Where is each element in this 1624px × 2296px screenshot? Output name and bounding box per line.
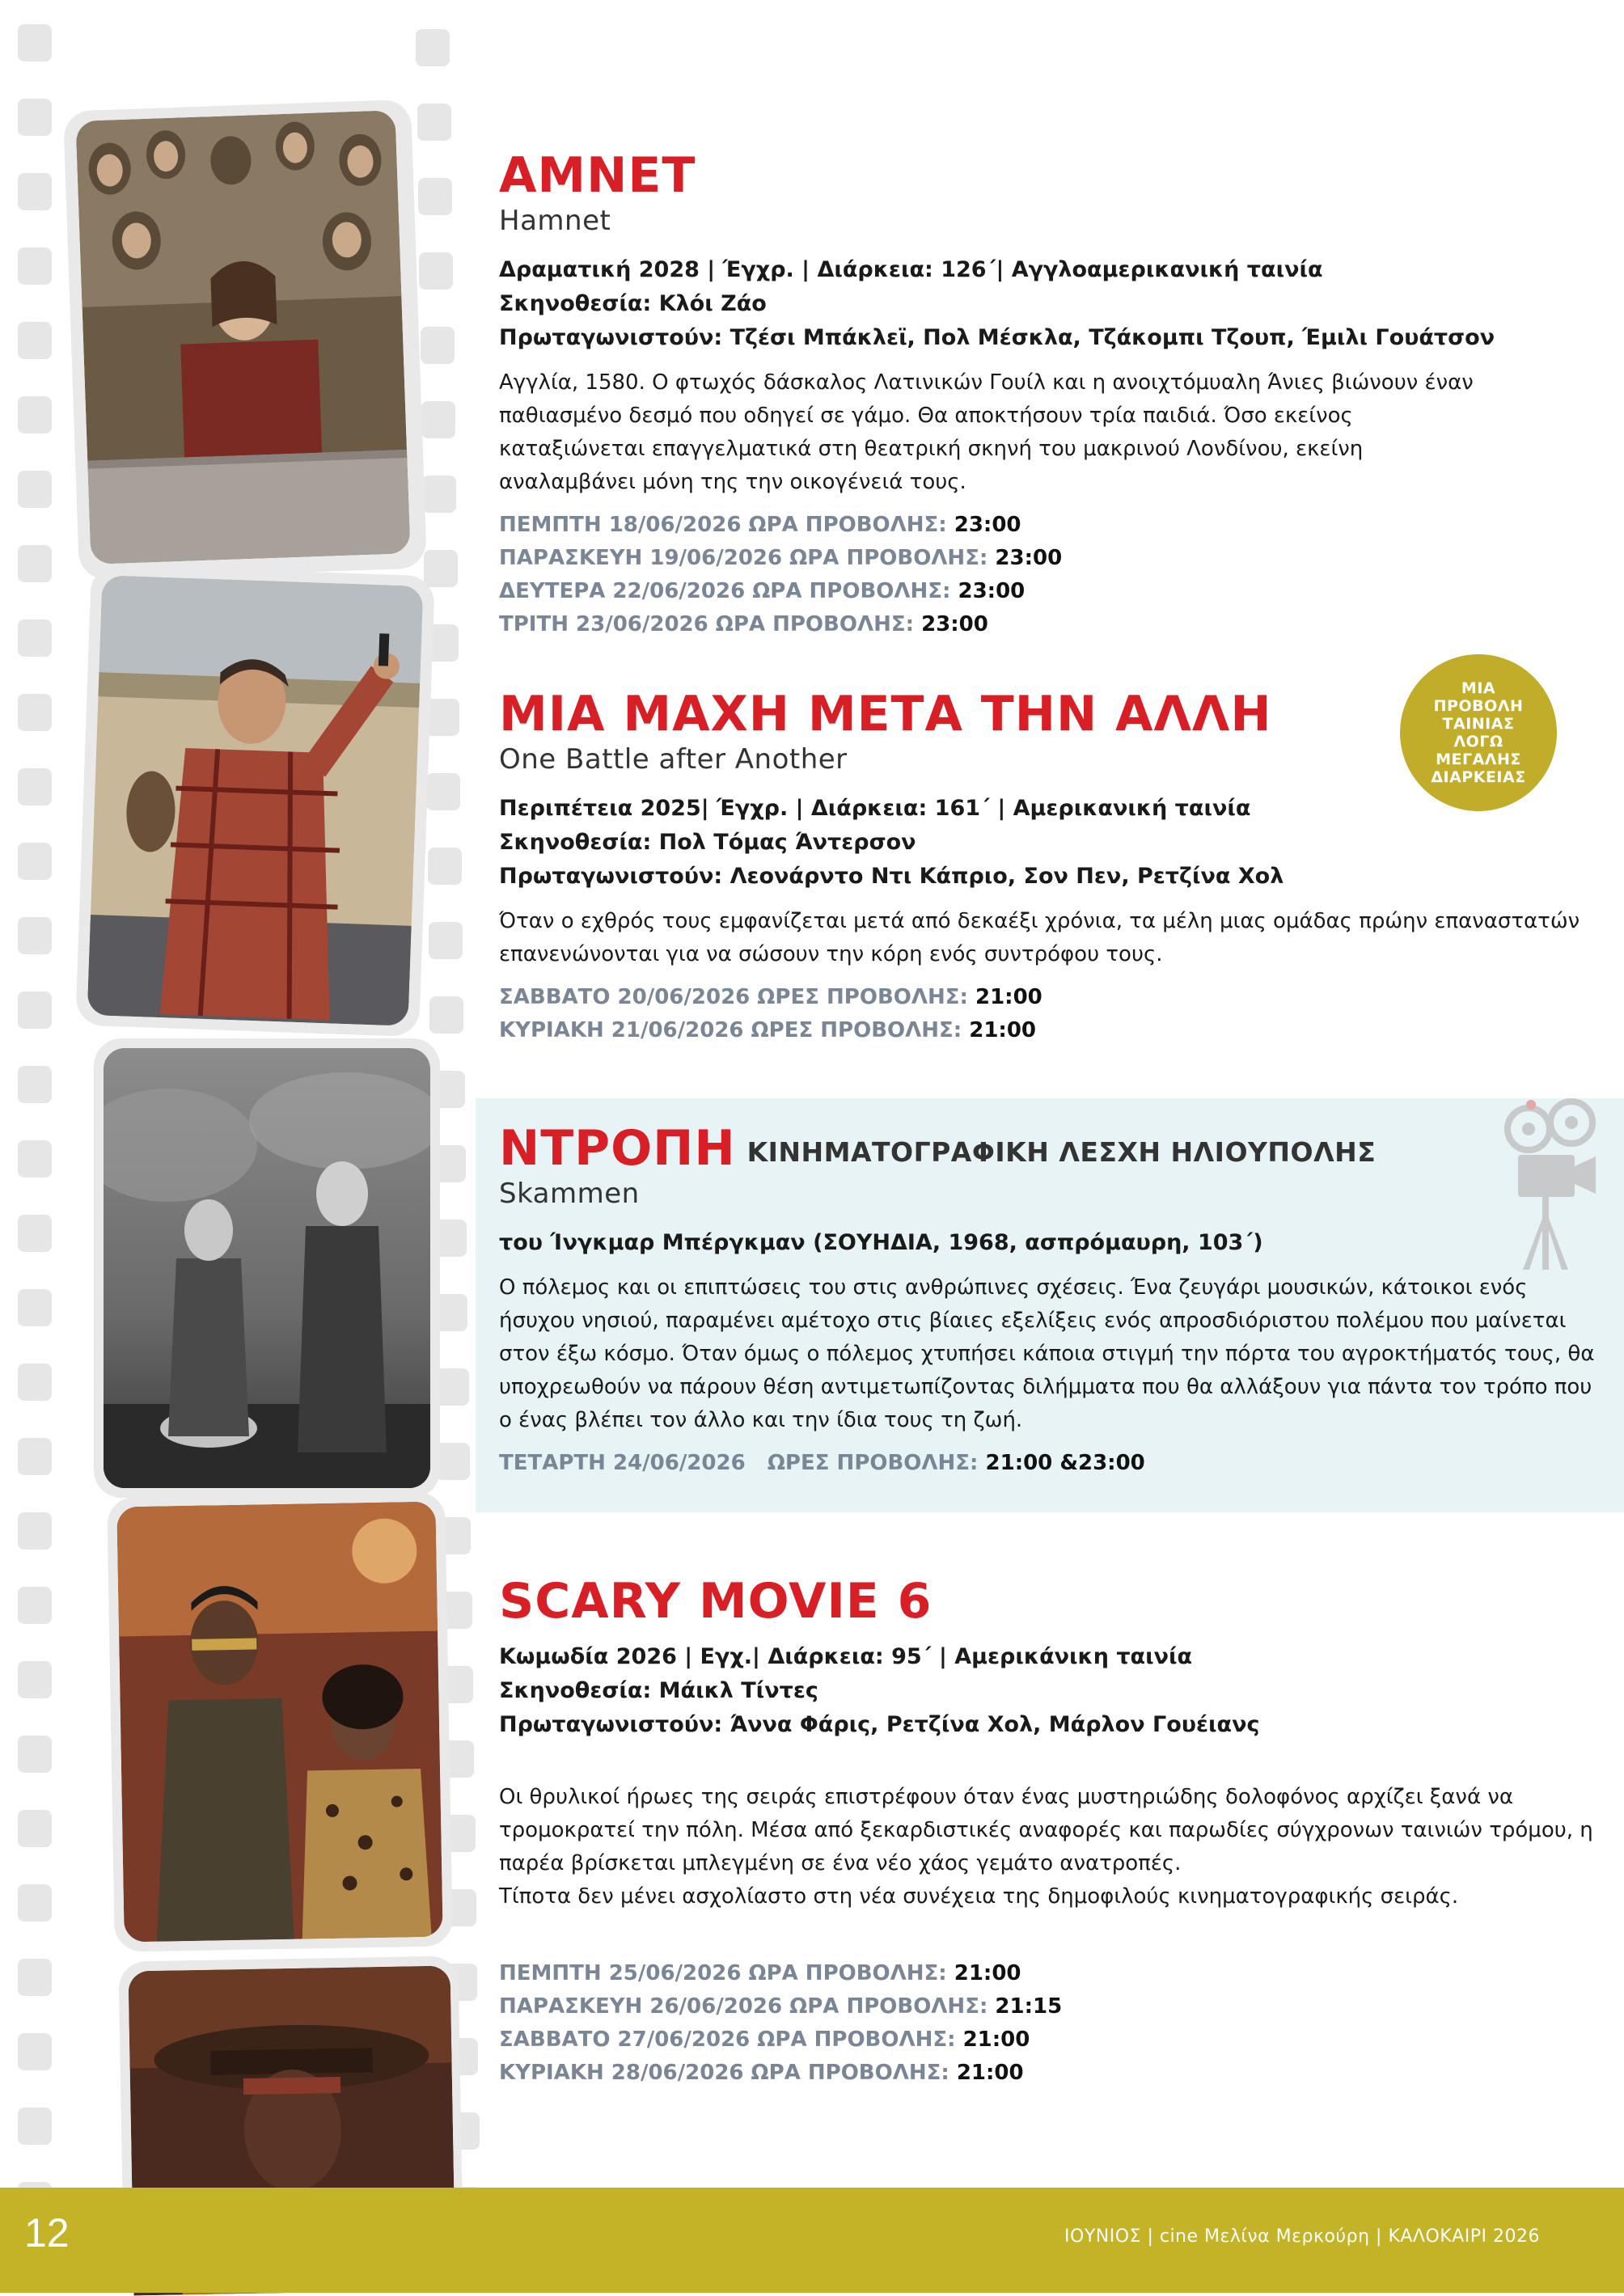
film-description: Αγγλία, 1580. Ο φτωχός δάσκαλος Λατινικών Γουίλ και η ανοιχτόμυαλη Άνιες βιώνουν έναν παθιασμένο δεσμό που οδηγεί σε γάμο. Θα αποκτήσουν τρία παιδιά. Όσο εκείνος καταξιώνεται επαγγελματικά στη θεατρική σκηνή του μακρινού Λονδίνου, εκείνη αναλαμβάνει μόνη της την οικογένειά τους. — [499, 370, 1474, 494]
sprocket-hole — [18, 1140, 52, 1178]
screening-row: ΠΕΜΠΤΗ 25/06/2026 ΩΡΑ ΠΡΟΒΟΛΗΣ: 21:00 — [499, 1961, 1021, 1985]
sprocket-hole — [18, 396, 52, 433]
film-info: Περιπέτεια 2025| Έγχρ. | Διάρκεια: 161΄ | Αμερικανική ταινία — [499, 796, 1251, 821]
film-info: Δραματική 2028 | Έγχρ. | Διάρκεια: 126΄| Αγγλοαμερικανική ταινία — [499, 257, 1323, 282]
sprocket-hole — [18, 2033, 52, 2070]
sprocket-hole — [18, 99, 52, 136]
sprocket-hole — [18, 1810, 52, 1847]
film-title: ΑΜΝΕΤ — [499, 147, 696, 204]
sprocket-hole — [18, 768, 52, 806]
sprocket-hole — [18, 1884, 52, 1922]
sprocket-hole — [424, 550, 458, 587]
sprocket-hole — [18, 1587, 52, 1624]
film-still-one-battle — [87, 575, 424, 1026]
sprocket-hole — [18, 247, 52, 285]
film-title: ΜΙΑ ΜΑΧΗ ΜΕΤΑ ΤΗΝ ΑΛΛΗ — [499, 686, 1272, 742]
sprocket-hole — [418, 178, 452, 215]
sprocket-hole — [419, 252, 453, 290]
film-original-title: Hamnet — [499, 205, 611, 237]
sprocket-hole — [18, 1215, 52, 1252]
sprocket-hole — [436, 1443, 470, 1480]
film-director: Σκηνοθεσία: Πολ Τόμας Άντερσον — [499, 830, 916, 855]
sprocket-hole — [18, 917, 52, 954]
film-description: Ο πόλεμος και οι επιπτώσεις του στις ανθρώπινες σχέσεις. Ένα ζευγάρι μουσικών, κάτοικοι ενός ήσυχου νησιού, παραμένει αμέτοχο στις βίαιες εξελίξεις ενός απροσδιόριστου πολέμου που μαίνεται στον έξω κόσμο. Όταν όμως ο πόλεμος χτυπήσει κάποια στιγμή την πόρτα του αγροκτήματός τους, θα υποχρεωθούν να πάρουν θέση αντιμετωπίζοντας διλήμματα που θα αλλάξουν για πάντα τον τρόπο που ο ένας βλέπει τον άλλο και την ίδια τους τη ζωή. — [499, 1275, 1595, 1432]
sprocket-hole — [18, 619, 52, 657]
footer-text: ΙΟΥΝΙΟΣ | cine Μελίνα Μερκούρη | ΚΑΛΟΚΑΙΡΙ 2026 — [1064, 2226, 1540, 2247]
sprocket-hole — [18, 1066, 52, 1103]
long-duration-badge: ΜΙΑ ΠΡΟΒΟΛΗ ΤΑΙΝΙΑΣ ΛΟΓΩ ΜΕΓΑΛΗΣ ΔΙΑΡΚΕΙΑΣ — [1400, 654, 1557, 811]
sprocket-hole — [426, 773, 460, 810]
film-entry-scary-movie — [499, 1573, 1607, 2090]
film-director: Σκηνοθεσία: Κλόι Ζάο — [499, 291, 767, 316]
sprocket-hole — [18, 1289, 52, 1326]
film-title: SCARY MOVIE 6 — [499, 1573, 933, 1630]
film-entry-skammen — [499, 1120, 1607, 1480]
film-still-scary-movie-1 — [116, 1502, 442, 1943]
film-info: του Ίνγκμαρ Μπέργκμαν (ΣΟΥΗΔΙΑ, 1968, ασπρόμαυρη, 103΄) — [499, 1230, 1263, 1255]
film-club-name: ΚΙΝΗΜΑΤΟΓΡΑΦΙΚΗ ΛΕΣΧΗ ΗΛΙΟΥΠΟΛΗΣ — [746, 1136, 1377, 1168]
sprocket-hole — [425, 699, 459, 736]
sprocket-hole — [429, 922, 463, 959]
film-still-hamnet — [76, 110, 411, 564]
sprocket-hole — [421, 327, 455, 364]
sprocket-hole — [18, 24, 52, 61]
film-strip — [0, 0, 469, 2293]
sprocket-hole — [435, 1368, 469, 1406]
sprocket-hole — [421, 401, 455, 438]
screening-row: ΠΑΡΑΣΚΕΥΗ 19/06/2026 ΩΡΑ ΠΡΟΒΟΛΗΣ: 23:00 — [499, 546, 1063, 570]
sprocket-hole — [417, 104, 451, 141]
screening-row: ΠΑΡΑΣΚΕΥΗ 26/06/2026 ΩΡΑ ΠΡΟΒΟΛΗΣ: 21:15 — [499, 1994, 1063, 2019]
page-number: 12 — [24, 2210, 70, 2256]
screening-row: ΠΕΜΠΤΗ 18/06/2026 ΩΡΑ ΠΡΟΒΟΛΗΣ: 23:00 — [499, 513, 1021, 537]
film-director: Σκηνοθεσία: Μάικλ Τίντες — [499, 1678, 818, 1703]
sprocket-hole — [18, 1512, 52, 1550]
film-description: Όταν ο εχθρός τους εμφανίζεται μετά από δεκαέξι χρόνια, τα μέλη μιας ομάδας πρώην επαναστατών επανενώνονται για να σώσουν την κόρη ενός συντρόφου τους. — [499, 909, 1580, 966]
film-original-title: Skammen — [499, 1178, 640, 1210]
sprocket-hole — [429, 996, 463, 1034]
film-info: Κωμωδία 2026 | Εγχ.| Διάρκεια: 95΄ | Αμερικάνικη ταινία — [499, 1644, 1193, 1669]
screening-row: ΚΥΡΙΑΚΗ 28/06/2026 ΩΡΑ ΠΡΟΒΟΛΗΣ: 21:00 — [499, 2061, 1024, 2085]
film-title: ΝΤΡΟΠΗ ΚΙΝΗΜΑΤΟΓΡΑΦΙΚΗ ΛΕΣΧΗ ΗΛΙΟΥΠΟΛΗΣ — [499, 1120, 1377, 1177]
sprocket-hole — [416, 29, 450, 66]
screening-row: ΣΑΒΒΑΤΟ 20/06/2026 ΩΡΕΣ ΠΡΟΒΟΛΗΣ: 21:00 — [499, 985, 1042, 1009]
sprocket-hole — [18, 992, 52, 1029]
sprocket-hole — [428, 848, 462, 885]
sprocket-hole — [18, 2108, 52, 2145]
screening-row: ΤΕΤΑΡΤΗ 24/06/2026 ΩΡΕΣ ΠΡΟΒΟΛΗΣ: 21:00 &23:00 — [499, 1451, 1145, 1475]
sprocket-hole — [18, 1959, 52, 1996]
film-original-title: One Battle after Another — [499, 743, 848, 776]
screening-row: ΣΑΒΒΑΤΟ 27/06/2026 ΩΡΑ ΠΡΟΒΟΛΗΣ: 21:00 — [499, 2027, 1030, 2052]
sprocket-hole — [18, 1736, 52, 1773]
film-still-skammen — [104, 1048, 430, 1488]
sprocket-hole — [18, 173, 52, 210]
screening-row: ΔΕΥΤΕΡΑ 22/06/2026 ΩΡΑ ΠΡΟΒΟΛΗΣ: 23:00 — [499, 579, 1026, 603]
screening-row: ΚΥΡΙΑΚΗ 21/06/2026 ΩΡΕΣ ΠΡΟΒΟΛΗΣ: 21:00 — [499, 1018, 1036, 1042]
screening-row: ΤΡΙΤΗ 23/06/2026 ΩΡΑ ΠΡΟΒΟΛΗΣ: 23:00 — [499, 612, 988, 636]
sprocket-hole — [18, 1661, 52, 1698]
film-description-extra: Τίποτα δεν μένει ασχολίαστο στη νέα συνέχεια της δημοφιλούς κινηματογραφικής σειράς. — [499, 1884, 1459, 1909]
film-description: Οι θρυλικοί ήρωες της σειράς επιστρέφουν όταν ένας μυστηριώδης δολοφόνος αρχίζει ξανά να τρομοκρατεί την πόλη. Μέσα από ξεκαρδιστικές αναφορές και παρωδίες σύγχρονων ταινιών τρόμου, η παρέα βρίσκεται μπλεγμένη σε ένα νέο χάος γεμάτο ανατροπές. — [499, 1785, 1593, 1875]
sprocket-hole — [18, 471, 52, 508]
film-cast: Πρωταγωνιστούν: Άννα Φάρις, Ρετζίνα Χολ, Μάρλον Γουέιανς — [499, 1712, 1260, 1737]
sprocket-hole — [18, 322, 52, 359]
film-cast: Πρωταγωνιστούν: Τζέσι Μπάκλεϊ, Πολ Μέσκλα, Τζάκομπι Τζουπ, Έμιλι Γουάτσον — [499, 325, 1495, 350]
sprocket-hole — [422, 476, 456, 513]
film-cast: Πρωταγωνιστούν: Λεονάρντο Ντι Κάπριο, Σον Πεν, Ρετζίνα Χολ — [499, 864, 1284, 889]
sprocket-hole — [18, 1364, 52, 1401]
sprocket-hole — [18, 1438, 52, 1475]
film-entry-hamnet — [499, 147, 1607, 641]
sprocket-hole — [18, 694, 52, 731]
sprocket-hole — [18, 843, 52, 880]
sprocket-hole — [18, 545, 52, 582]
